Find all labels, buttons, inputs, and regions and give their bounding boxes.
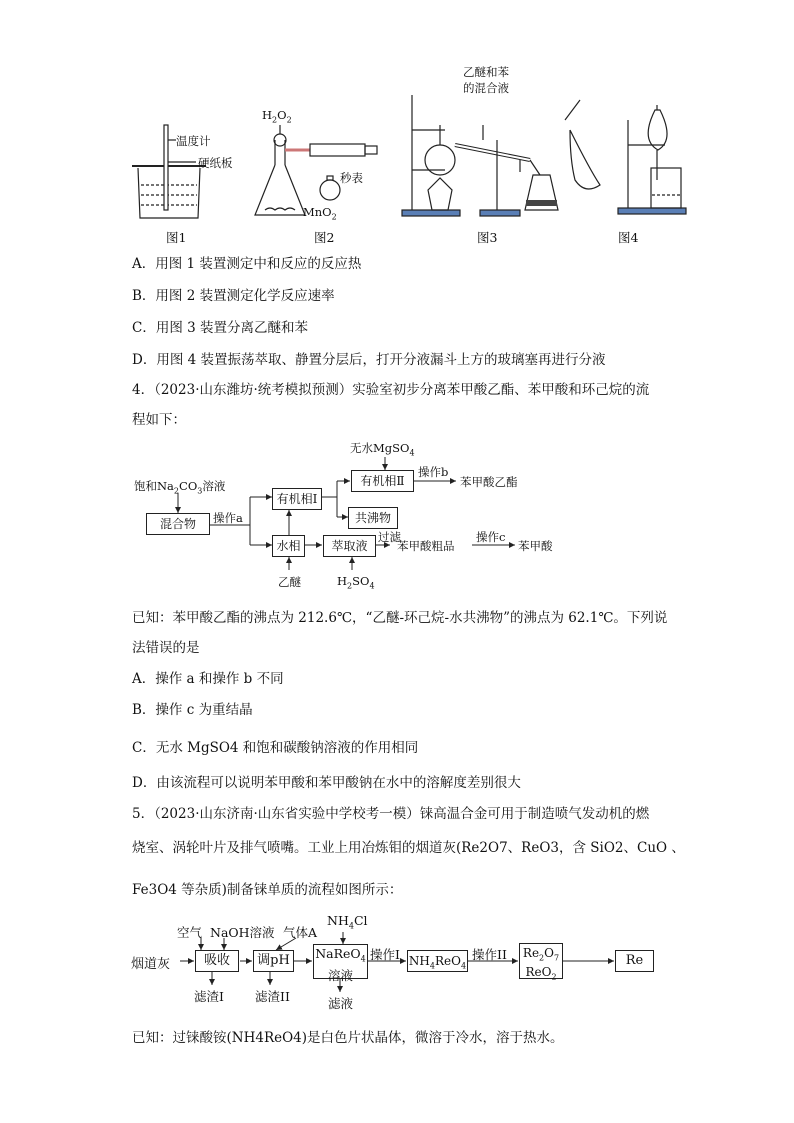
q5-oxides-box (519, 943, 563, 982)
q5-stem-line2: 烧室、涡轮叶片及排气喷嘴。工业上用冶炼钼的烟道灰(Re2O7、ReO3，含 SiO2、CuO 、 (132, 840, 685, 856)
q4-op-c-label: 操作c (476, 530, 506, 544)
q5-re-box: Re (615, 950, 654, 972)
q4-mgso4-label: 无水MgSO$_4$ (350, 441, 415, 458)
q5-nareo4-solution: 溶液 (327, 967, 353, 983)
fig2-mno2-label: MnO$_2$ (303, 205, 337, 222)
q4-aqueous-box: 水相 (272, 535, 305, 557)
fig1-caption: 图1 (166, 230, 187, 245)
q4-extract-box: 萃取液 (323, 535, 376, 557)
q4-ether-label: 乙醚 (278, 575, 301, 589)
fig1-thermometer-label: 温度计 (176, 134, 211, 148)
q5-residue1-label: 滤渣I (194, 989, 224, 1004)
q5-op1-label: 操作I (370, 947, 400, 962)
q3-option-b: B．用图 2 装置测定化学反应速率 (132, 288, 335, 304)
q5-gas-label: 气体A (283, 925, 318, 940)
q5-stem-line1: 5．（2023·山东济南·山东省实验中学校考一模）铼高温合金可用于制造喷气发动机的燃 (132, 806, 650, 822)
fig2-h2o2-label: $H_2O_2$ (262, 108, 292, 125)
fig3-caption: 图3 (477, 230, 498, 245)
q5-stem-line3: Fe3O4 等杂质)制备铼单质的流程如图所示： (132, 882, 403, 898)
q5-feed-label: 烟道灰 (131, 957, 171, 972)
q4-option-a: A．操作 a 和操作 b 不同 (132, 671, 284, 687)
q3-option-c: C．用图 3 装置分离乙醚和苯 (132, 320, 309, 336)
q4-na2co3-label: 饱和$Na_2CO_3$溶液 (134, 479, 226, 496)
q3-option-d: D．用图 4 装置振荡萃取、静置分层后，打开分液漏斗上方的玻璃塞再进行分液 (132, 352, 606, 368)
q5-op2-label: 操作II (472, 947, 507, 962)
q4-filter-label: 过滤 (378, 530, 401, 544)
q4-product2-label: 苯甲酸 (518, 539, 553, 553)
q5-nh4reo4-box: $NH_4ReO_4$ (407, 950, 468, 972)
q4-option-b: B．操作 c 为重结晶 (132, 702, 253, 718)
q5-naoh-label: NaOH溶液 (210, 925, 275, 940)
fig4-caption: 图4 (618, 230, 639, 245)
fig1-cardboard-label: 硬纸板 (198, 156, 233, 170)
q5-ph-box: 调pH (253, 950, 294, 972)
q5-re2o7: $Re_2O_7$ (522, 946, 560, 963)
q4-stem-line1: 4．（2023·山东潍坊·统考模拟预测）实验室初步分离苯甲酸乙酯、苯甲酸和环己烷的流 (132, 382, 650, 398)
q3-option-a: A．用图 1 装置测定中和反应的反应热 (132, 256, 362, 272)
fig3-mixture-label-1: 乙醚和苯 (463, 65, 509, 79)
q5-filtrate-label: 滤液 (328, 996, 354, 1011)
q4-organic1-box: 有机相Ⅰ (272, 488, 322, 510)
q4-product1-label: 苯甲酸乙酯 (460, 475, 518, 489)
q5-air-label: 空气 (177, 925, 203, 940)
q5-nareo4-box (313, 944, 368, 983)
fig2-stopwatch-label: 秒表 (340, 171, 363, 185)
fig2-caption: 图2 (314, 230, 335, 245)
q5-absorb-box: 吸收 (195, 950, 239, 972)
q4-known-line2: 法错误的是 (132, 640, 200, 656)
q4-organic2-box: 有机相Ⅱ (351, 470, 414, 492)
fig3-mixture-label-2: 的混合液 (463, 81, 509, 95)
q4-stem-line2: 程如下： (132, 412, 186, 428)
q5-reo2: ReO$_2$ (525, 965, 557, 982)
q4-option-c: C．无水 MgSO4 和饱和碳酸钠溶液的作用相同 (132, 740, 419, 756)
q5-nh4cl-label: $NH_4Cl$ (327, 913, 368, 931)
q4-h2so4-label: $H_2SO_4$ (337, 574, 375, 591)
q4-op-b-label: 操作b (418, 465, 449, 479)
q4-crude-label: 苯甲酸粗品 (397, 539, 455, 553)
q4-known-line1: 已知：苯甲酸乙酯的沸点为 212.6℃，“乙醚-环己烷-水共沸物”的沸点为 62.1℃。下列说 (132, 610, 668, 626)
q4-option-d: D．由该流程可以说明苯甲酸和苯甲酸钠在水中的溶解度差别很大 (132, 775, 521, 791)
q5-known: 已知：过铼酸铵(NH4ReO4)是白色片状晶体，微溶于冷水，溶于热水。 (132, 1030, 564, 1046)
q5-residue2-label: 滤渣II (255, 989, 290, 1004)
q4-op-a-label: 操作a (213, 511, 243, 525)
q5-nareo4-formula: NaReO$_4$ (315, 946, 366, 964)
q4-mixture-box: 混合物 (146, 513, 210, 535)
q4-azeotrope-box: 共沸物 (348, 507, 398, 529)
